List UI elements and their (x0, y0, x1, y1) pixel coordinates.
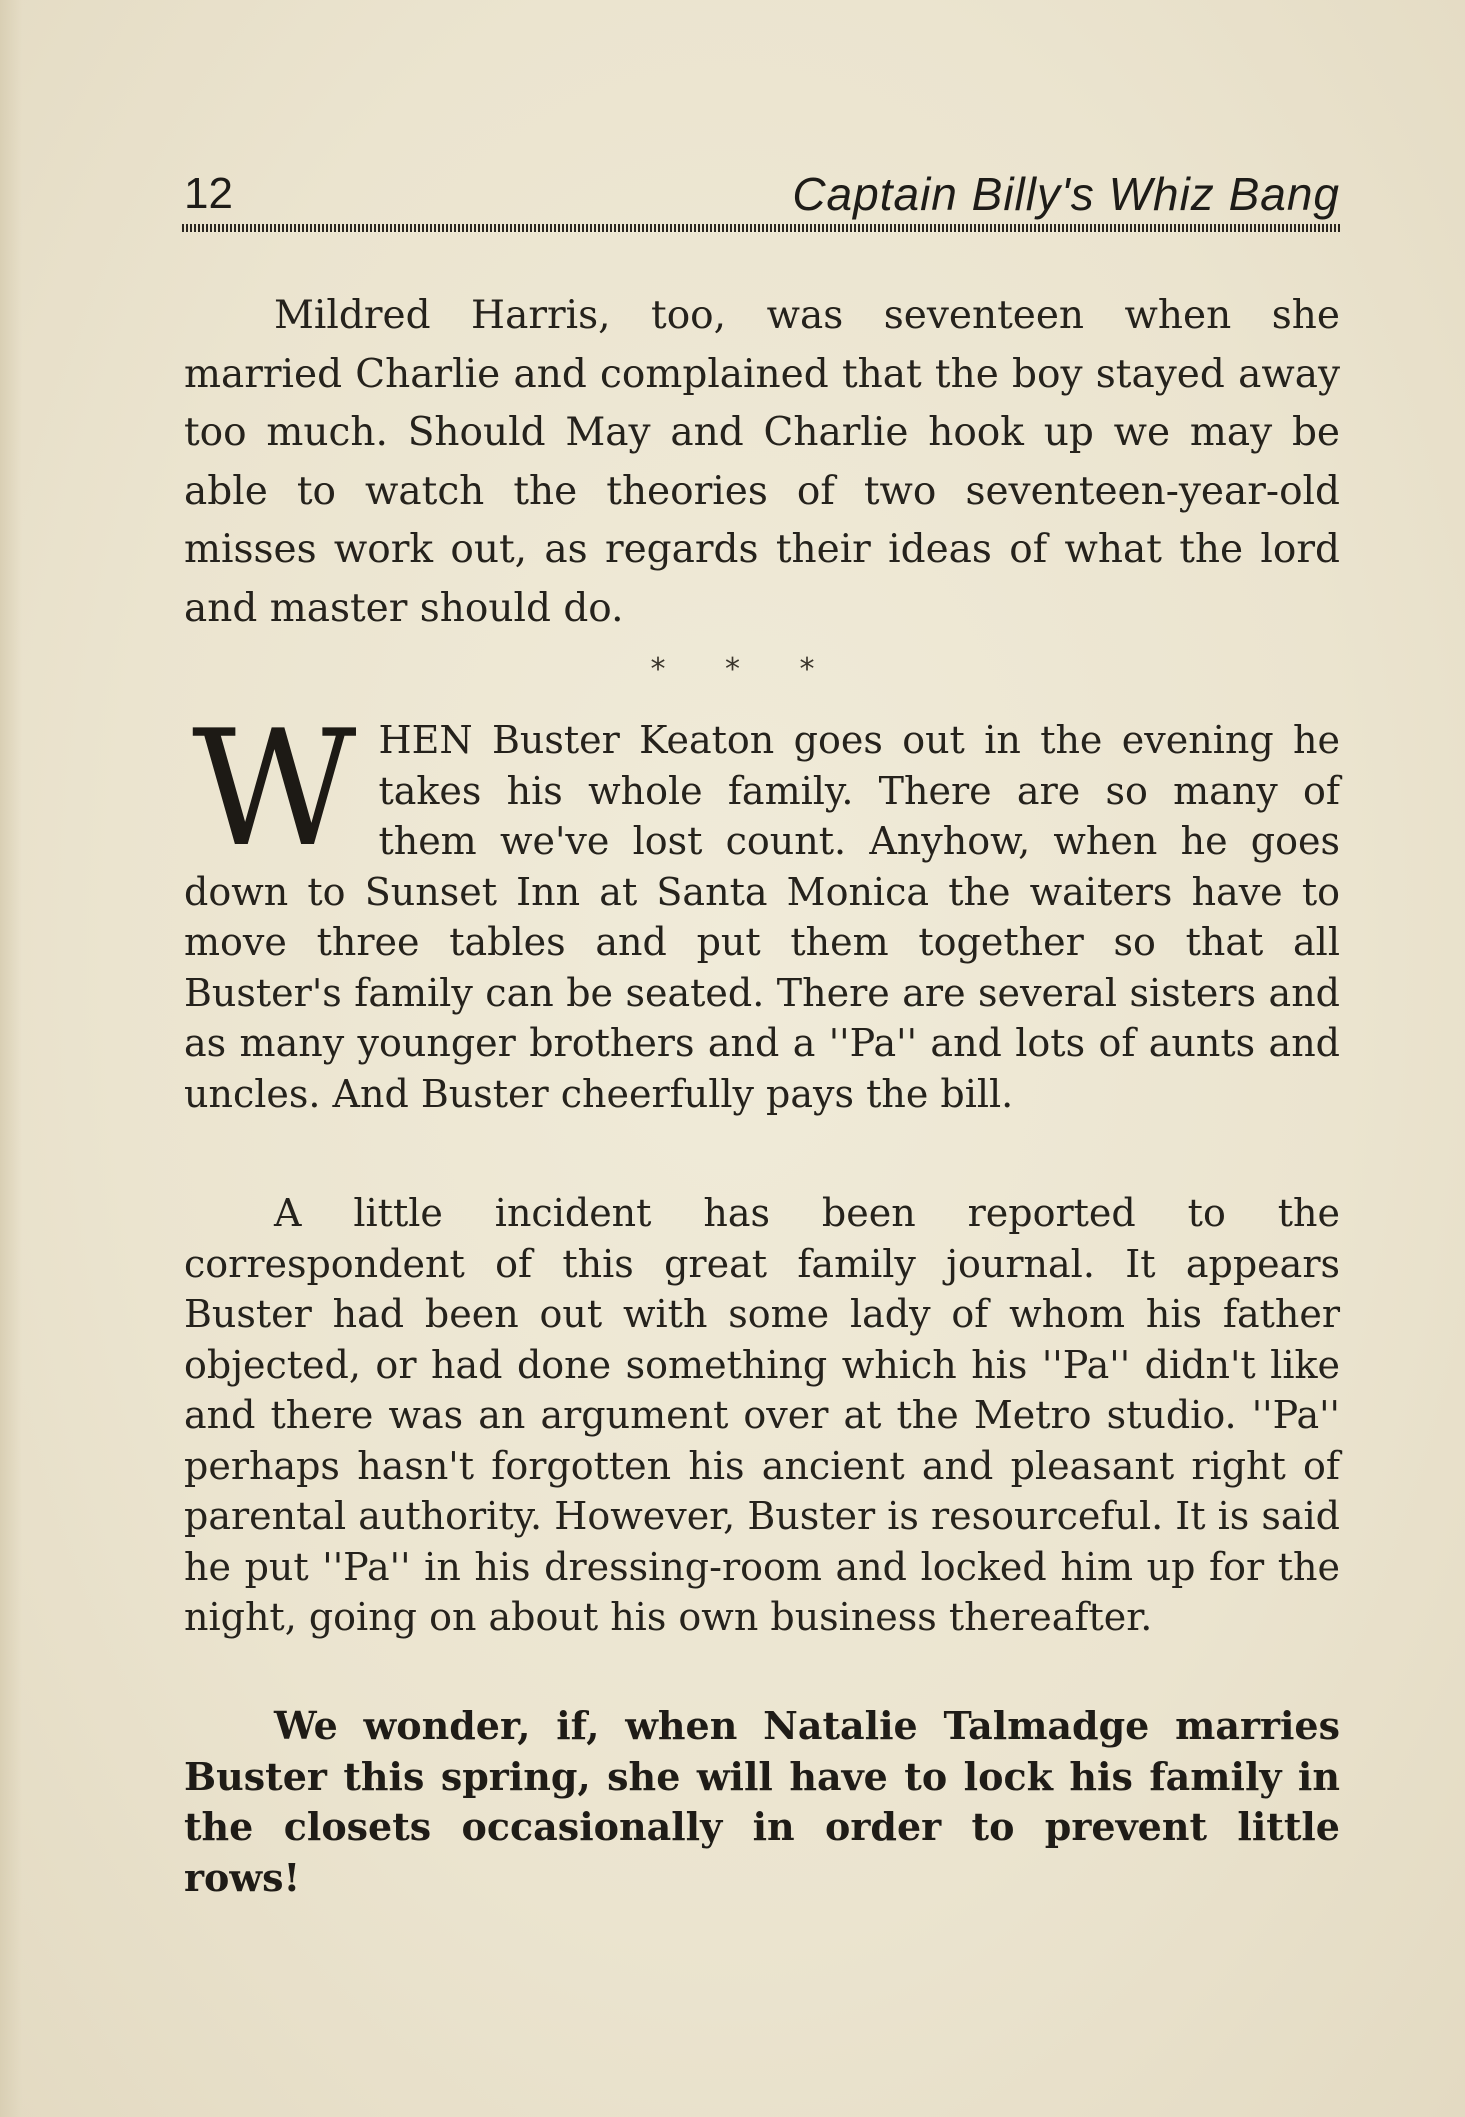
paragraph-3: A little incident has been reported to the correspondent of this great family journal. It appears Buster had been out with some lady of whom his father objected, or had done something which his ''Pa'' didn't like and there was an argument over at the Metro studio. ''Pa'' perhaps hasn't forgotten his ancient and pleasant right of parental authority. However, Buster is resourceful. It is said he put ''Pa'' in his dressing-room and locked him up for the night, going on about his own business thereafter. (184, 1191, 1340, 1639)
running-title: Captain Billy's Whiz Bang (792, 168, 1340, 220)
header-rule (182, 224, 1340, 232)
paragraph-2 (184, 695, 1340, 1119)
section-separator: * * * (650, 652, 815, 687)
drop-cap: W (192, 695, 357, 882)
page-spine-shadow (0, 0, 22, 2117)
paragraph-4: We wonder, if, when Natalie Talmadge marries Buster this spring, she will have to lock his family in the closets occasionally in order to prevent little rows! (184, 1703, 1340, 1900)
running-header (184, 168, 1340, 220)
paragraph-2-text: HEN Buster Keaton goes out in the evening he takes his whole family. There are so many of them we've lost count. Anyhow, when he goes down to Sunset Inn at Santa Monica the waiters have to move three tables and put them together so that all Buster's family can be seated. There are several sisters and as many younger brothers and a ''Pa'' and lots of aunts and uncles. And Buster cheerfully pays the bill. (184, 718, 1340, 1116)
paragraph-1: Mildred Harris, too, was seventeen when she married Charlie and complained that the boy stayed away too much. Should May and Charlie hook up we may be able to watch the theories of two seventeen-year-old misses work out, as regards their ideas of what the lord and master should do. (184, 293, 1340, 631)
page-number: 12 (184, 169, 233, 218)
